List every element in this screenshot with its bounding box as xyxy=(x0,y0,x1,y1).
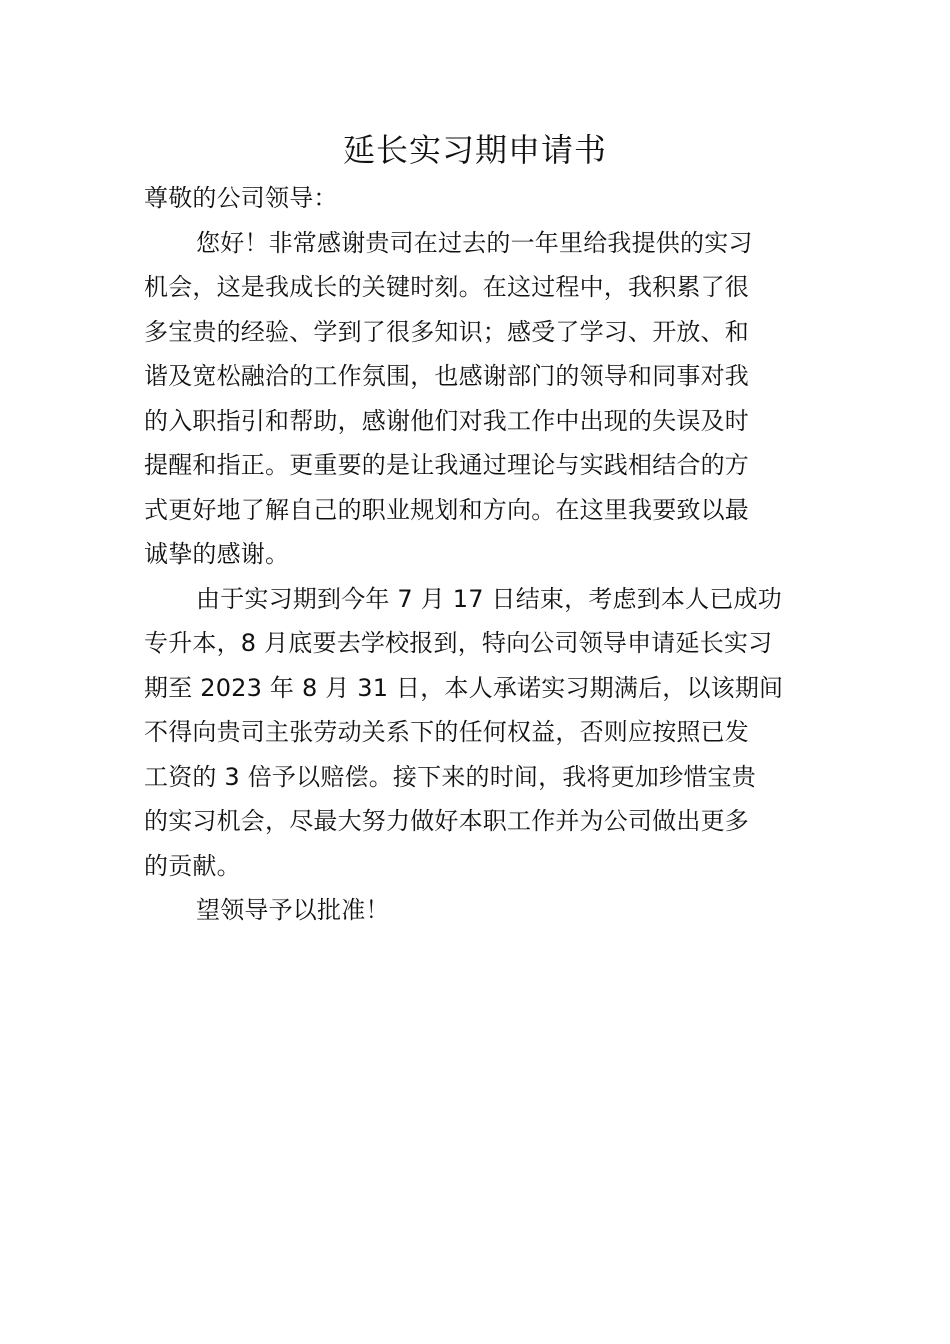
paragraph-line: 机会，这是我成长的关键时刻。在这过程中，我积累了很 xyxy=(144,273,749,301)
paragraph-request xyxy=(144,577,804,889)
paragraph-line: 不得向贵司主张劳动关系下的任何权益，否则应按照已发 xyxy=(144,718,749,746)
paragraph-line: 工资的 3 倍予以赔偿。接下来的时间，我将更加珍惜宝贵 xyxy=(144,762,756,791)
paragraph-line: 您好！非常感谢贵司在过去的一年里给我提供的实习 xyxy=(196,228,753,257)
paragraph-line: 的入职指引和帮助，感谢他们对我工作中出现的失误及时 xyxy=(144,406,749,435)
paragraph-line: 的实习机会，尽最大努力做好本职工作并为公司做出更多 xyxy=(144,807,749,835)
paragraph-line: 诚挚的感谢。 xyxy=(144,540,290,568)
document-body xyxy=(144,176,804,933)
salutation: 尊敬的公司领导： xyxy=(144,184,338,212)
paragraph-line: 多宝贵的经验、学到了很多知识；感受了学习、开放、和 xyxy=(144,317,749,346)
paragraph-line: 提醒和指正。更重要的是让我通过理论与实践相结合的方 xyxy=(144,451,749,479)
document-title: 延长实习期申请书 xyxy=(342,131,607,169)
paragraph-line: 式更好地了解自己的职业规划和方向。在这里我要致以最 xyxy=(144,495,749,524)
paragraph-line: 的贡献。 xyxy=(144,851,241,880)
paragraph-thanks xyxy=(144,221,804,577)
paragraph-closing xyxy=(144,888,804,933)
paragraph-line: 由于实习期到今年 7 月 17 日结束，考虑到本人已成功 xyxy=(196,584,782,613)
paragraph-line: 专升本，8 月底要去学校报到，特向公司领导申请延长实习 xyxy=(144,629,773,657)
paragraph-line: 望领导予以批准！ xyxy=(196,896,390,924)
paragraph-line: 期至 2023 年 8 月 31 日，本人承诺实习期满后，以该期间 xyxy=(144,673,784,702)
paragraph-line: 谐及宽松融洽的工作氛围，也感谢部门的领导和同事对我 xyxy=(144,362,749,390)
